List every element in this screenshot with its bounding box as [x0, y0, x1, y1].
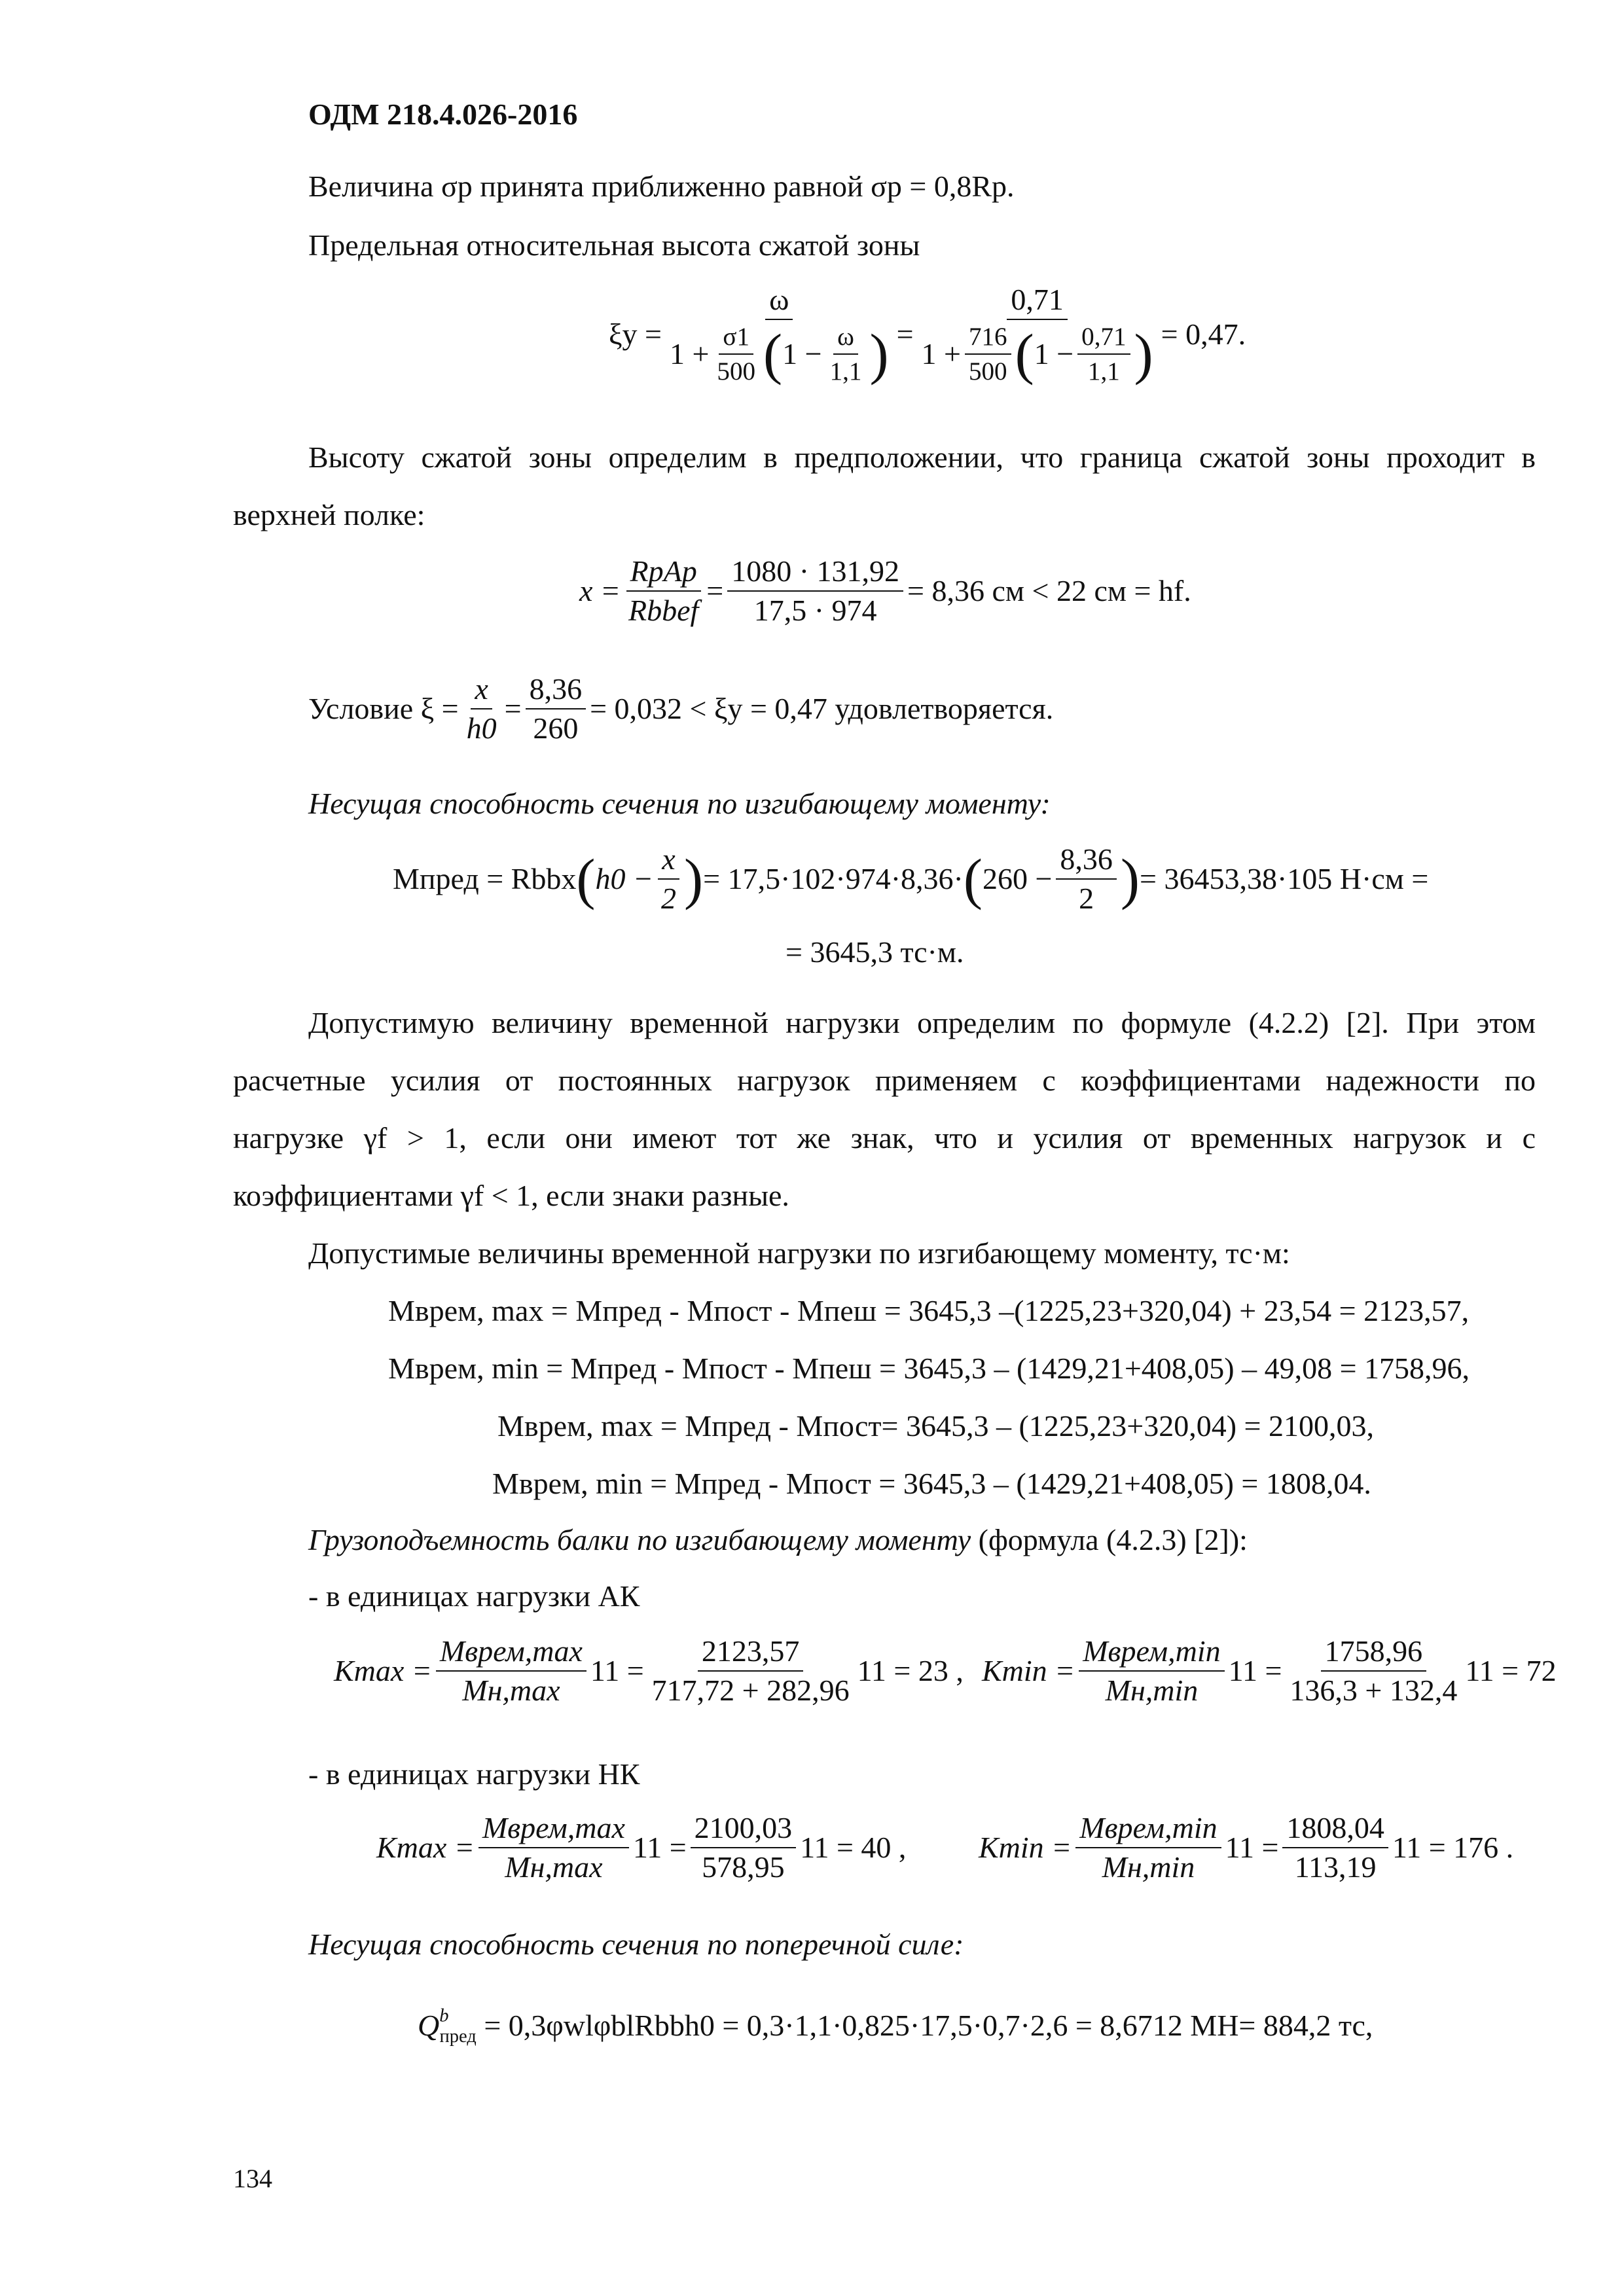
condition-den-1: h0: [466, 711, 497, 745]
ak-kmax: Kmax =: [334, 1654, 432, 1687]
xi-den-1: [666, 320, 893, 384]
formula-shear: $Q^b_{пред}$ = 0,3φwlφblRbbh0 = 0,3·1,1·0,825·17,5·0,7·2,6 = 8,6712 МН= 884,2 тс,: [418, 2005, 1373, 2047]
ak-kmin-frac-1: [1079, 1636, 1224, 1706]
equation-line-2: Mврем, min = Mпред - Mпост - Mпеш = 3645,3 – (1429,21+408,05) – 49,08 = 1758,96,: [388, 1352, 1470, 1385]
paragraph-limit-height: Предельная относительная высота сжатой зоны: [308, 228, 920, 262]
formula-k-nk-min: [979, 1813, 1513, 1882]
nk-res: 11 = 40 ,: [800, 1831, 907, 1864]
ak-kmax-frac-1: [436, 1636, 586, 1706]
xi-omega: ω: [833, 324, 858, 355]
shear-rhs: = 0,3φwlφblRbbh0 = 0,3·1,1·0,825·17,5·0,7·2,6 = 8,6712 МН= 884,2 тс,: [484, 2009, 1373, 2042]
xi-result: = 0,47.: [1161, 317, 1246, 351]
paren-open-m2: (: [963, 847, 983, 911]
paragraph-allow-line3: нагрузке γf > 1, если они имеют тот же знак, что и усилия от временных нагрузок и с: [233, 1121, 1536, 1155]
formula-k-nk-max: [376, 1813, 906, 1882]
heading-bending: Несущая способность сечения по изгибающему моменту:: [308, 787, 1051, 820]
moment-line2: = 3645,3 тс·м.: [785, 935, 964, 969]
nk-num: 2100,03: [691, 1813, 797, 1848]
xi-one-plus-2: 1 +: [921, 337, 961, 371]
nk-res-min: 11 = 176 .: [1392, 1831, 1514, 1864]
x-eq: =: [706, 574, 724, 607]
xi-num-1: ω: [765, 285, 793, 320]
x-den-1: Rbbef: [628, 594, 699, 627]
equation-line-3: Mврем, max = Mпред - Mпост= 3645,3 – (1225,23+320,04) = 2100,03,: [497, 1409, 1374, 1443]
moment-x: x: [658, 844, 679, 880]
x-num-2: 1080 · 131,92: [727, 556, 903, 592]
xi-716-frac: [965, 324, 1011, 384]
nk-den-min: 113,19: [1294, 1850, 1377, 1884]
x-den-2: 17,5 · 974: [753, 594, 877, 627]
paragraph-allow-line4: коэффициентами γf < 1, если знаки разные.: [233, 1179, 789, 1212]
ak-m-n-min: Mн,min: [1105, 1674, 1199, 1707]
ak-num: 2123,57: [698, 1636, 804, 1672]
xi-fraction-2: [918, 285, 1157, 384]
ak-x11: 11 =: [590, 1654, 644, 1687]
nk-num-min: 1808,04: [1282, 1813, 1388, 1848]
xi-fraction-1: [666, 285, 893, 384]
nk-m-n-min: Mн,min: [1102, 1850, 1195, 1884]
ak-kmin: Kmin =: [982, 1654, 1075, 1687]
xi-lhs: ξy =: [609, 317, 662, 351]
height-line1-text: Высоту сжатой зоны определим в предположении, что граница сжатой зоны проходит в: [308, 440, 1536, 474]
ak-den: 717,72 + 282,96: [651, 1674, 850, 1707]
nk-m-n-max: Mн,max: [505, 1850, 603, 1884]
x-num-1: RpAp: [626, 556, 701, 592]
xi-500-2: 500: [968, 357, 1007, 386]
nk-m-vrem-max: Mврем,max: [478, 1813, 629, 1848]
condition-label: Условие ξ =: [308, 692, 459, 725]
formula-k-ak-max: [334, 1636, 964, 1706]
sigma-text: Величина σp принята приближенно равной σp = 0,8Rp.: [308, 170, 1015, 203]
page-number: 134: [233, 2164, 272, 2193]
xi-716: 716: [965, 324, 1011, 355]
heading-shear: Несущая способность сечения по поперечной силе:: [308, 1928, 964, 1961]
xi-den-2: [918, 320, 1157, 384]
formula-moment: [393, 844, 1428, 914]
label-nk: - в единицах нагрузки НК: [308, 1757, 640, 1791]
formula-condition: Условие ξ = $\frac{x}{h0}$ = $\frac{8,36}{260}$ = 0,032 < ξy = 0,47 удовлетворяется.: [308, 672, 1054, 745]
document-id: ОДМ 218.4.026-2016: [308, 98, 578, 131]
paragraph-allow-line1: [233, 1008, 1536, 1038]
nk-kmin: Kmin =: [979, 1831, 1072, 1864]
ak-x11-min: 11 =: [1228, 1654, 1282, 1687]
xi-11: 1,1: [829, 357, 862, 386]
paren-close-2: ): [1134, 322, 1153, 386]
ak-num-min: 1758,96: [1321, 1636, 1427, 1672]
ak-m-n-max: Mн,max: [462, 1674, 560, 1707]
capacity-heading-text: Грузоподъемность балки по изгибающему моменту: [308, 1523, 971, 1556]
x-result: = 8,36 см < 22 см = hf.: [907, 574, 1191, 607]
condition-result: = 0,032 < ξy = 0,47 удовлетворяется.: [590, 692, 1054, 725]
ak-m-vrem-min: Mврем,min: [1079, 1636, 1224, 1672]
paragraph-allow-line2: расчетные усилия от постоянных нагрузок применяем с коэффициентами надежности по: [233, 1064, 1536, 1097]
paragraph-height-line1: [233, 442, 1536, 473]
formula-x: [579, 556, 1191, 626]
paren-close-m2: ): [1120, 847, 1140, 911]
formula-xi: [609, 285, 1246, 384]
moment-mid: = 17,5·102·974·8,36·: [703, 862, 964, 895]
nk-m-vrem-min: Mврем,min: [1075, 1813, 1221, 1848]
xi-sigma-frac: [713, 324, 759, 384]
condition-fraction-1: [463, 674, 501, 744]
ak-res: 11 = 23 ,: [857, 1654, 964, 1687]
capacity-heading-ref: (формула (4.2.3) [2]):: [971, 1523, 1248, 1556]
condition-num-2: 8,36: [526, 674, 586, 709]
equation-line-4: Mврем, min = Mпред - Mпост = 3645,3 – (1429,21+408,05) = 1808,04.: [492, 1467, 1371, 1500]
nk-kmax-frac-2: [691, 1813, 797, 1882]
shear-q: Q: [418, 2009, 440, 2042]
heading-capacity: [308, 1525, 1248, 1555]
moment-836-frac: [1056, 844, 1117, 914]
label-ak: - в единицах нагрузки АК: [308, 1579, 640, 1613]
paren-open-2: (: [1015, 322, 1034, 386]
moment-two: 2: [661, 882, 677, 915]
xi-num-2: 0,71: [1007, 285, 1068, 320]
moment-lhs: Mпред = Rbbx: [393, 862, 577, 895]
nk-kmin-frac-1: [1075, 1813, 1221, 1882]
paragraph-sigma: [308, 171, 1015, 202]
nk-den: 578,95: [702, 1850, 785, 1884]
condition-num-1: x: [471, 674, 492, 709]
condition-den-2: 260: [533, 711, 579, 745]
paren-open-m1: (: [576, 847, 596, 911]
ak-m-vrem-max: Mврем,max: [436, 1636, 586, 1672]
xi-eq: =: [896, 317, 914, 351]
condition-fraction-2: [526, 674, 586, 744]
xi-11-2: 1,1: [1087, 357, 1120, 386]
xi-one-minus: 1 −: [782, 337, 822, 371]
x-lhs: x =: [579, 574, 621, 607]
moment-260: 260 −: [982, 862, 1053, 895]
paren-open: (: [763, 322, 783, 386]
moment-h0: h0 −: [595, 862, 654, 895]
moment-result: = 36453,38·105 Н·см =: [1140, 862, 1429, 895]
nk-x11: 11 =: [632, 1831, 687, 1864]
xi-one-minus-2: 1 −: [1034, 337, 1074, 371]
nk-kmax-frac-1: [478, 1813, 629, 1882]
moment-two-2: 2: [1079, 882, 1094, 915]
xi-one-plus: 1 +: [669, 337, 710, 371]
x-fraction-1: [624, 556, 702, 626]
ak-res-min: 11 = 72: [1465, 1654, 1557, 1687]
nk-kmin-frac-2: [1282, 1813, 1388, 1882]
equation-line-1: Mврем, max = Mпред - Mпост - Mпеш = 3645,3 –(1225,23+320,04) + 23,54 = 2123,57,: [388, 1294, 1470, 1327]
xi-omega-frac: [826, 324, 866, 384]
paragraph-height-line2: верхней полке:: [233, 498, 425, 531]
xi-071-frac: [1077, 324, 1130, 384]
x-fraction-2: [727, 556, 903, 626]
xi-sigma1: σ1: [719, 324, 753, 355]
ak-kmax-frac-2: [648, 1636, 854, 1706]
formula-k-ak-min: [982, 1636, 1557, 1706]
xi-500: 500: [717, 357, 756, 386]
allow-line1-text: Допустимую величину временной нагрузки определим по формуле (4.2.2) [2]. При этом: [308, 1006, 1536, 1039]
moment-x-frac: [657, 844, 680, 914]
moment-836: 8,36: [1056, 844, 1117, 880]
ak-den-min: 136,3 + 132,4: [1290, 1674, 1458, 1707]
nk-kmax: Kmax =: [376, 1831, 475, 1864]
paren-close: ): [869, 322, 889, 386]
nk-x11-min: 11 =: [1225, 1831, 1279, 1864]
xi-071: 0,71: [1077, 324, 1130, 355]
ak-kmin-frac-2: [1286, 1636, 1461, 1706]
paragraph-allow-values: Допустимые величины временной нагрузки по изгибающему моменту, тс·м:: [308, 1236, 1290, 1270]
paren-close-m1: ): [684, 847, 704, 911]
